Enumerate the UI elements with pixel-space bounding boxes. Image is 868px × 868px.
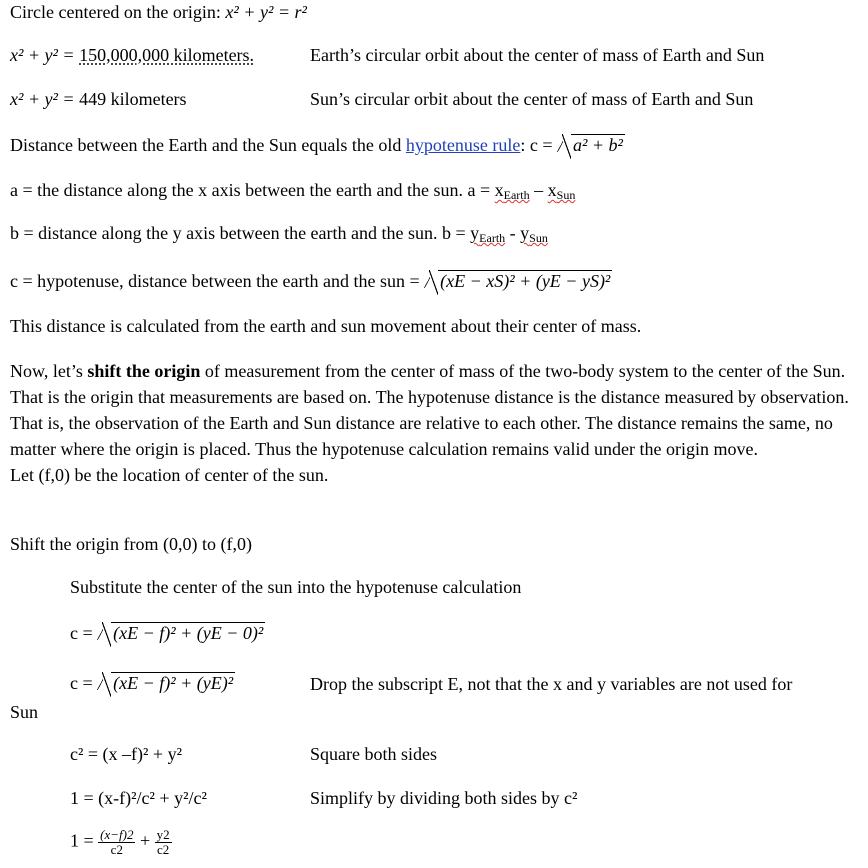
line-shift-origin: Shift the origin from (0,0) to (f,0) <box>10 534 252 554</box>
text: Now, let’s <box>10 361 88 381</box>
x-sun <box>548 180 576 200</box>
line-c-hypotenuse <box>10 270 612 293</box>
line-c-substituted <box>70 622 265 645</box>
hypotenuse-rule-link[interactable]: hypotenuse rule <box>405 135 521 155</box>
earth-subscript: Earth <box>503 188 530 202</box>
sqrt-content: a² + b² <box>573 135 623 155</box>
text: c = <box>70 673 98 693</box>
sun-orbit-value: 449 kilometers <box>79 89 187 109</box>
numerator: (x−f)2 <box>100 827 134 842</box>
sqrt-content: (xE − xS)² + (yE − yS)² <box>440 271 611 291</box>
line-earth-orbit <box>10 45 254 67</box>
text: : c = <box>520 135 558 155</box>
line-hypotenuse-rule <box>10 134 625 157</box>
line-b-definition <box>10 223 548 245</box>
denominator: c2 <box>156 842 170 857</box>
line-a-definition <box>10 180 575 202</box>
line-substitute: Substitute the center of the sun into the hypotenuse calculation <box>70 577 522 597</box>
sqrt-formula <box>97 672 235 695</box>
line-sun-orbit <box>10 89 187 111</box>
denominator: c2 <box>110 842 123 857</box>
x-var: x <box>494 180 504 200</box>
text: c = hypotenuse, distance between the earth and the sun = <box>10 271 425 291</box>
sun-orbit-description: Sun’s circular orbit about the center of mass of Earth and Sun <box>310 89 754 109</box>
line-fraction-form <box>70 828 172 857</box>
text: Circle centered on the origin: <box>10 2 226 22</box>
paragraph-shift-origin <box>10 358 855 488</box>
minus: – <box>529 180 548 200</box>
fraction-1 <box>98 828 135 857</box>
line-c-simplified <box>70 672 235 695</box>
text: Let (f,0) be the location of center of the sun. <box>10 465 329 485</box>
line-distance-note: This distance is calculated from the earth and sun movement about their center of mass. <box>10 316 642 336</box>
earth-orbit-value: 150,000,000 kilometers. <box>79 45 255 65</box>
sqrt-content: (xE − f)² + (yE − 0)² <box>113 623 264 643</box>
line-circle-equation <box>10 2 307 24</box>
fraction-2 <box>155 828 172 857</box>
numerator: y2 <box>156 827 170 842</box>
sun-subscript: Sun <box>556 188 576 202</box>
drop-subscript-description: Drop the subscript E, not that the x and y variables are not used for <box>310 674 793 694</box>
y-earth <box>470 223 505 243</box>
line-square-both: c² = (x –f)² + y² <box>70 744 182 764</box>
y-sun <box>520 223 548 243</box>
x-earth <box>495 180 530 200</box>
y-var: y <box>520 223 530 243</box>
equation: x² + y² = <box>10 89 80 109</box>
x-var: x <box>547 180 557 200</box>
text: 1 = <box>70 830 99 851</box>
sqrt-formula <box>557 134 625 157</box>
equation: x² + y² = <box>10 45 80 65</box>
bold-text: shift the origin <box>87 361 201 381</box>
text: of measurement from the center of mass of the two-body system to the center of the Sun. That is the origin that measurements are based on. The hypotenuse distance is the distance measured by observation. That is, the observation of the Earth and Sun distance are relative to each other. The distance remains the same, no matter where the origin is placed. Thus the hypotenuse calculation remains valid under the origin move. <box>10 361 849 459</box>
divide-description: Simplify by dividing both sides by c² <box>310 788 578 808</box>
plus: + <box>135 830 155 851</box>
minus: - <box>505 223 521 243</box>
text: a = the distance along the x axis between the earth and the sun. a = <box>10 180 495 200</box>
drop-subscript-wrap: Sun <box>10 702 39 722</box>
text: Distance between the Earth and the Sun equals the old <box>10 135 406 155</box>
earth-orbit-description: Earth’s circular orbit about the center of mass of Earth and Sun <box>310 45 765 65</box>
sun-subscript: Sun <box>529 231 548 245</box>
sqrt-formula <box>424 270 612 293</box>
y-var: y <box>470 223 480 243</box>
earth-subscript: Earth <box>479 231 506 245</box>
text: c = <box>70 623 98 643</box>
text: b = distance along the y axis between the earth and the sun. b = <box>10 223 471 243</box>
sqrt-content: (xE − f)² + (yE)² <box>113 673 234 693</box>
line-divide: 1 = (x-f)²/c² + y²/c² <box>70 788 207 808</box>
square-both-description: Square both sides <box>310 744 437 764</box>
equation: x² + y² = r² <box>225 2 307 22</box>
sqrt-formula <box>97 622 265 645</box>
